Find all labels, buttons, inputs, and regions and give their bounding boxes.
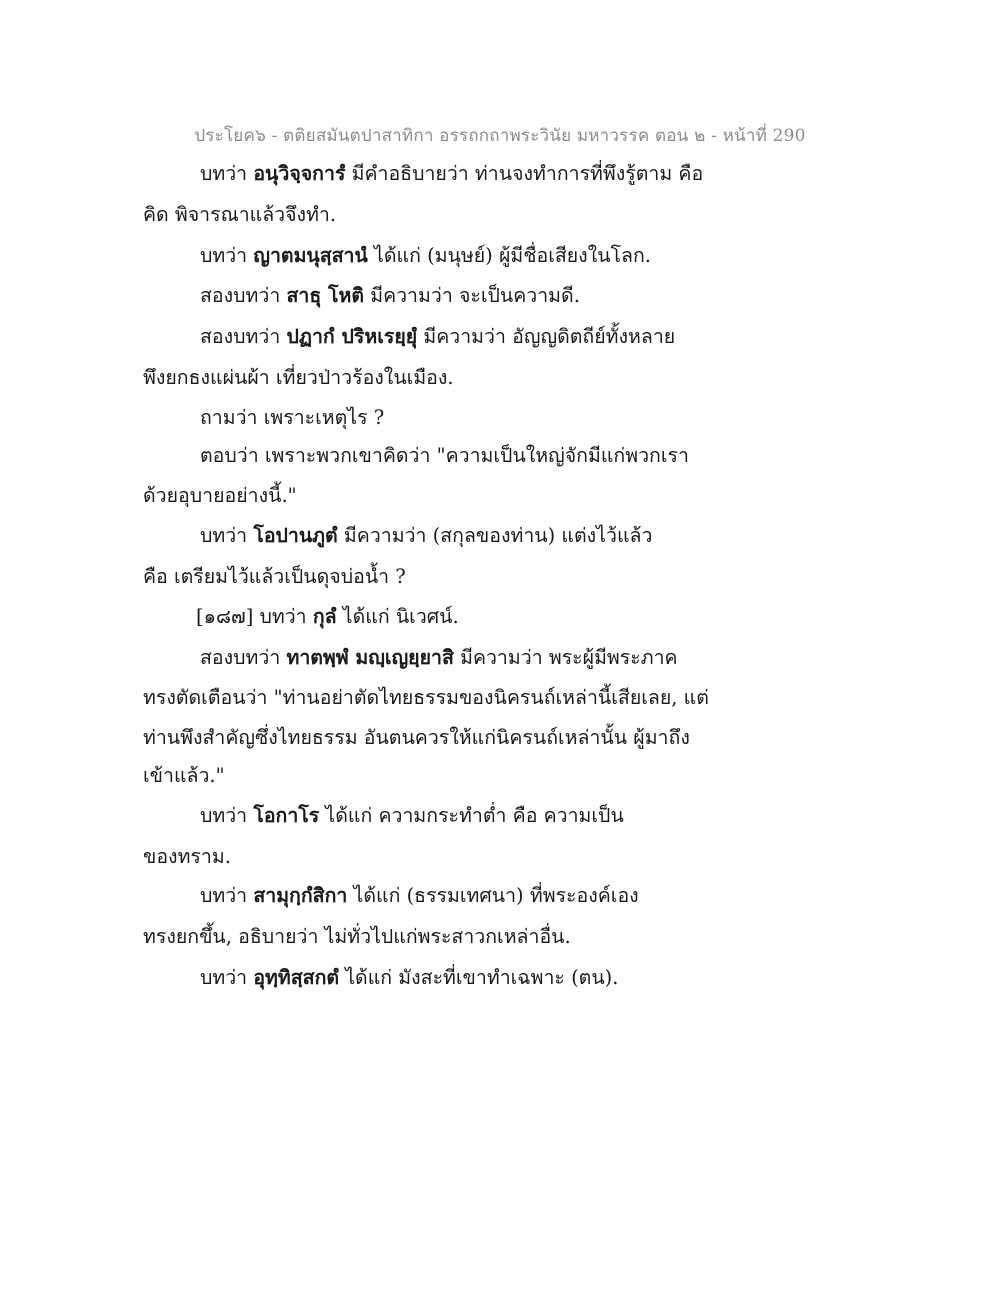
pali-term: สาธุ โหติ [286,284,365,307]
pali-term: โอปานภูตํ [253,524,338,547]
pali-term: อุทฺทิสฺสกตํ [253,966,340,989]
text-line: ของทราม. [143,845,231,868]
text-line: ถามว่า เพราะเหตุไร ? [200,406,385,429]
text-line: ทรงยกขึ้น, อธิบายว่า ไม่ทั่วไปแก่พระสาวกเหล่าอื่น. [143,925,571,948]
text-line: สองบทว่า สาธุ โหติ มีความว่า จะเป็นความดี. [200,284,580,307]
text-line: บทว่า อุทฺทิสฺสกตํ ได้แก่ มังสะที่เขาทำเฉพาะ (ตน). [200,966,619,989]
pali-term: ทาตพฺพํ มญฺเญยฺยาสิ [286,646,454,669]
pali-term: ปฏากํ ปริหเรยฺยุํ [286,325,418,348]
pali-term: อนุวิจฺจการํ [253,162,346,185]
pali-term: กุลํ [312,605,337,628]
text-line: ตอบว่า เพราะพวกเขาคิดว่า "ความเป็นใหญ่จักมีแก่พวกเรา [200,444,689,467]
text-line: คือ เตรียมไว้แล้วเป็นดุจบ่อน้ำ ? [143,565,406,588]
text-line: ด้วยอุบายอย่างนี้." [143,484,297,507]
text-line: บทว่า สามุกฺกํสิกา ได้แก่ (ธรรมเทศนา) ที่พระองค์เอง [200,884,639,907]
text-line: สองบทว่า ปฏากํ ปริหเรยฺยุํ มีความว่า อัญญดิตถีย์ทั้งหลาย [200,325,676,348]
text-line: เข้าแล้ว." [143,764,225,787]
text-line: บทว่า อนุวิจฺจการํ มีคำอธิบายว่า ท่านจงทำการที่พึงรู้ตาม คือ [200,162,704,185]
pali-term: ญาตมนุสฺสานํ [253,244,368,267]
text-line: [๑๘๗] บทว่า กุลํ ได้แก่ นิเวศน์. [196,605,459,628]
text-line: บทว่า โอกาโร ได้แก่ ความกระทำต่ำ คือ ความเป็น [200,804,624,827]
text-line: คิด พิจารณาแล้วจึงทำ. [143,203,337,226]
text-line: สองบทว่า ทาตพฺพํ มญฺเญยฺยาสิ มีความว่า พระผู้มีพระภาค [200,646,678,669]
text-line: บทว่า ญาตมนุสฺสานํ ได้แก่ (มนุษย์) ผู้มีชื่อเสียงในโลก. [200,244,651,267]
text-line: พึงยกธงแผ่นผ้า เที่ยวป่าวร้องในเมือง. [143,366,454,389]
text-line: บทว่า โอปานภูตํ มีความว่า (สกุลของท่าน) แต่งไว้แล้ว [200,524,653,547]
page-header: ประโยค๖ - ตติยสมันตปาสาทิกา อรรถกถาพระวินัย มหาวรรค ตอน ๒ - หน้าที่ 290 [194,126,806,146]
text-line: ท่านพึงสำคัญซึ่งไทยธรรม อันตนควรให้แก่นิครนถ์เหล่านั้น ผู้มาถึง [143,726,690,749]
text-line: ทรงตัดเตือนว่า "ท่านอย่าตัดไทยธรรมของนิครนถ์เหล่านี้เสียเลย, แต่ [143,686,709,709]
pali-term: สามุกฺกํสิกา [253,884,348,907]
pali-term: โอกาโร [253,804,320,827]
